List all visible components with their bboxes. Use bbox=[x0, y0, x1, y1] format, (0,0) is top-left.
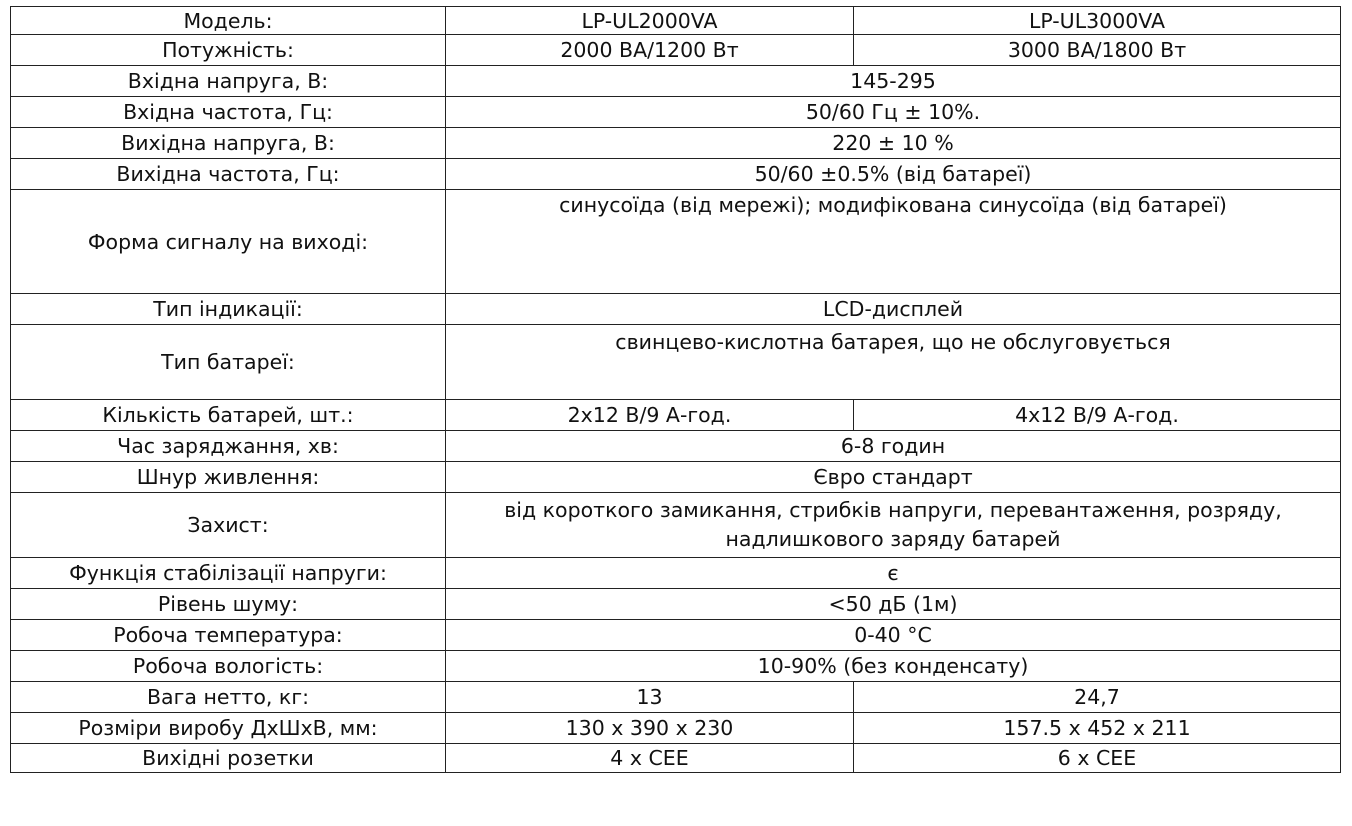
header-row bbox=[11, 7, 1341, 35]
row-label: Час заряджання, хв: bbox=[11, 431, 446, 462]
row-value: 0-40 °C bbox=[446, 620, 1341, 651]
table-row bbox=[11, 35, 1341, 66]
row-label: Шнур живлення: bbox=[11, 462, 446, 493]
row-value-a: 130 x 390 x 230 bbox=[446, 713, 854, 744]
row-label: Вхідна частота, Гц: bbox=[11, 97, 446, 128]
row-value-b: 157.5 x 452 x 211 bbox=[854, 713, 1341, 744]
row-value-b: 3000 ВА/1800 Вт bbox=[854, 35, 1341, 66]
spec-table bbox=[10, 6, 1341, 773]
row-label: Форма сигналу на виході: bbox=[11, 190, 446, 294]
table-row bbox=[11, 558, 1341, 589]
table-row bbox=[11, 190, 1341, 294]
row-label: Вихідна частота, Гц: bbox=[11, 159, 446, 190]
row-value: <50 дБ (1м) bbox=[446, 589, 1341, 620]
header-model-a-cell: LP-UL2000VA bbox=[446, 7, 854, 35]
row-label: Кількість батарей, шт.: bbox=[11, 400, 446, 431]
table-row bbox=[11, 97, 1341, 128]
table-row bbox=[11, 620, 1341, 651]
row-label: Потужність: bbox=[11, 35, 446, 66]
header-label-cell: Модель: bbox=[11, 7, 446, 35]
row-value: 6-8 годин bbox=[446, 431, 1341, 462]
row-value-a: 13 bbox=[446, 682, 854, 713]
row-label: Розміри виробу ДхШхВ, мм: bbox=[11, 713, 446, 744]
row-value-a: 2000 ВА/1200 Вт bbox=[446, 35, 854, 66]
row-label: Вага нетто, кг: bbox=[11, 682, 446, 713]
row-value: 50/60 ±0.5% (від батареї) bbox=[446, 159, 1341, 190]
row-label: Захист: bbox=[11, 493, 446, 558]
row-value: є bbox=[446, 558, 1341, 589]
row-value-a: 4 x CEE bbox=[446, 744, 854, 773]
row-value-b: 4x12 В/9 А-год. bbox=[854, 400, 1341, 431]
row-value: Євро стандарт bbox=[446, 462, 1341, 493]
row-label: Вхідна напруга, В: bbox=[11, 66, 446, 97]
table-row bbox=[11, 462, 1341, 493]
table-row bbox=[11, 159, 1341, 190]
row-label: Робоча температура: bbox=[11, 620, 446, 651]
row-label: Тип батареї: bbox=[11, 325, 446, 400]
table-row bbox=[11, 66, 1341, 97]
row-value-b: 6 x CEE bbox=[854, 744, 1341, 773]
header-model-b-cell: LP-UL3000VA bbox=[854, 7, 1341, 35]
row-value: 220 ± 10 % bbox=[446, 128, 1341, 159]
row-value-b: 24,7 bbox=[854, 682, 1341, 713]
table-row bbox=[11, 493, 1341, 558]
table-row bbox=[11, 294, 1341, 325]
table-row bbox=[11, 744, 1341, 773]
row-label: Рівень шуму: bbox=[11, 589, 446, 620]
row-value: свинцево-кислотна батарея, що не обслуговується bbox=[446, 325, 1341, 400]
row-value-a: 2x12 В/9 А-год. bbox=[446, 400, 854, 431]
row-value: LCD-дисплей bbox=[446, 294, 1341, 325]
row-label: Вихідна напруга, В: bbox=[11, 128, 446, 159]
row-value: 50/60 Гц ± 10%. bbox=[446, 97, 1341, 128]
row-value: від короткого замикання, стрибків напруги, перевантаження, розряду, надлишкового заряду батарей bbox=[446, 493, 1341, 558]
row-label: Функція стабілізації напруги: bbox=[11, 558, 446, 589]
row-label: Тип індикації: bbox=[11, 294, 446, 325]
table-row bbox=[11, 400, 1341, 431]
table-row bbox=[11, 682, 1341, 713]
row-value: синусоїда (від мережі); модифікована синусоїда (від батареї) bbox=[446, 190, 1341, 294]
table-row bbox=[11, 651, 1341, 682]
row-value: 10-90% (без конденсату) bbox=[446, 651, 1341, 682]
row-label: Вихідні розетки bbox=[11, 744, 446, 773]
table-row bbox=[11, 713, 1341, 744]
table-row bbox=[11, 431, 1341, 462]
table-row bbox=[11, 128, 1341, 159]
table-row bbox=[11, 325, 1341, 400]
row-value: 145-295 bbox=[446, 66, 1341, 97]
table-row bbox=[11, 589, 1341, 620]
row-label: Робоча вологість: bbox=[11, 651, 446, 682]
